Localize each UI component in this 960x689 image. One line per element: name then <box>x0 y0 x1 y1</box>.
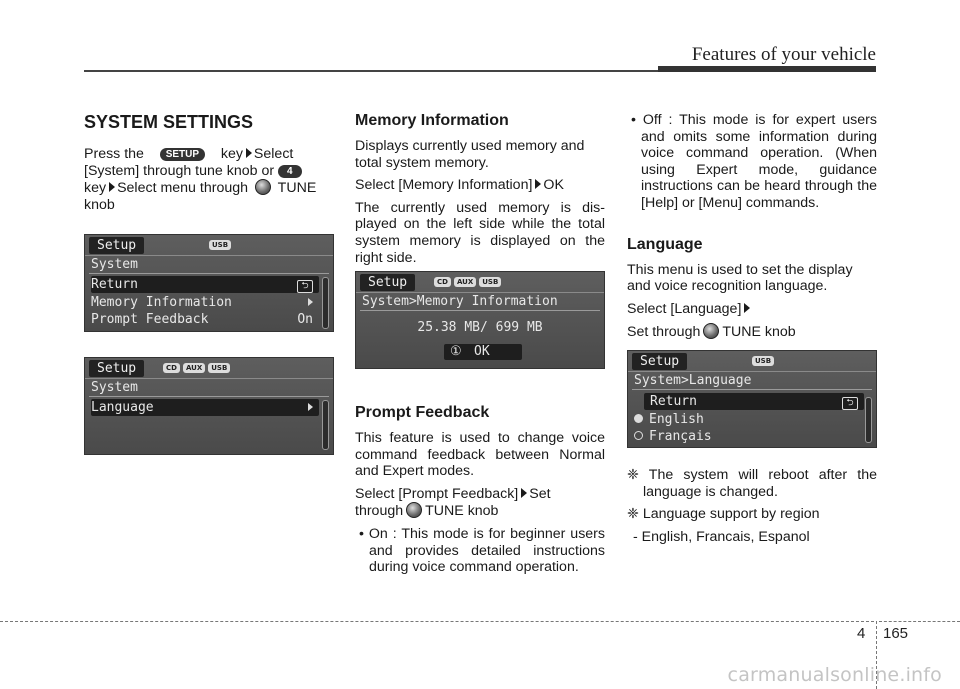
text-tune-knob: TUNE knob <box>425 503 499 520</box>
text-set: Set <box>529 485 551 502</box>
language-select-instruction <box>627 301 877 318</box>
aux-badge: AUX <box>454 277 476 287</box>
screen-divider <box>85 255 333 256</box>
footer-rule <box>879 621 960 622</box>
language-option-english[interactable] <box>634 411 862 428</box>
screen-divider <box>628 371 876 372</box>
screen-memory-information <box>355 271 605 369</box>
memory-description: Displays currently used memory and total system memory. <box>355 138 585 171</box>
arrow-right-icon <box>246 148 252 158</box>
text-ok: OK <box>543 177 564 194</box>
memory-select-instruction <box>355 177 605 194</box>
prompt-on-mode: • On : This mode is for beginner users and provides detailed instructions during voice command operation. <box>359 525 605 576</box>
text-system-tune: [System] through tune knob or <box>84 162 275 179</box>
menu-row-label: Prompt Feedback <box>91 312 209 327</box>
prompt-description: This feature is used to change voice command feedback between Normal and Expert modes. <box>355 430 605 480</box>
screen-system-language <box>84 357 334 455</box>
aux-badge: AUX <box>183 363 205 373</box>
text-select-prompt: Select [Prompt Feedback] <box>355 485 519 502</box>
number-key-icon: 4 <box>278 165 302 178</box>
watermark: carmanualsonline.info <box>727 664 942 686</box>
text-key: key <box>220 146 243 162</box>
screen-divider <box>89 396 329 397</box>
menu-row-language[interactable] <box>91 399 319 416</box>
menu-row-value: On <box>297 312 313 327</box>
column-system-settings <box>84 112 334 231</box>
usb-badge: USB <box>479 277 501 287</box>
cd-badge: CD <box>434 277 451 287</box>
heading-language: Language <box>627 235 703 253</box>
screen-divider <box>632 389 872 390</box>
note-region-support: ❈ Language support by region <box>627 506 820 523</box>
column-prompt-feedback <box>355 404 605 582</box>
screen-system <box>84 234 334 332</box>
language-notes <box>627 467 877 551</box>
screen-divider <box>89 273 329 274</box>
text-knob: knob <box>84 196 115 213</box>
menu-row-label: Return <box>650 394 697 409</box>
language-set-instruction <box>627 323 877 341</box>
screen-tab: Setup <box>89 237 144 254</box>
menu-row-memory-information[interactable] <box>91 294 319 311</box>
return-icon: ⮌ <box>842 393 858 410</box>
source-badges <box>752 356 774 366</box>
language-option-label: Français <box>649 429 712 444</box>
screen-divider <box>356 292 604 293</box>
usb-badge: USB <box>209 240 231 250</box>
return-icon: ⮌ <box>297 276 313 293</box>
arrow-right-icon <box>308 399 313 416</box>
note-languages: - English, Francais, Espanol <box>633 528 810 545</box>
heading-memory-information: Memory Information <box>355 112 509 129</box>
arrow-right-icon <box>308 294 313 311</box>
radio-unselected-icon <box>634 431 643 440</box>
menu-row-return[interactable] <box>91 276 319 293</box>
usb-badge: USB <box>752 356 774 366</box>
arrow-right-icon <box>744 303 750 313</box>
system-settings-instructions <box>84 146 334 213</box>
header-rule-accent <box>658 66 876 72</box>
menu-row-label: Return <box>91 277 138 292</box>
language-option-francais[interactable] <box>634 428 862 445</box>
screen-tab: Setup <box>89 360 144 377</box>
note-reboot: ❈ The system will reboot after the language is changed. <box>627 467 877 500</box>
scrollbar[interactable] <box>865 397 872 443</box>
memory-explanation: The currently used memory is dis- played on the left side while the total system memory is displayed on the right side. <box>355 199 605 266</box>
text-select-menu: Select menu through <box>117 180 249 197</box>
tune-knob-icon <box>406 502 422 518</box>
screen-title: System <box>91 257 138 272</box>
menu-row-label: Memory Information <box>91 295 232 310</box>
screen-tab: Setup <box>360 274 415 291</box>
menu-row-label: Language <box>91 400 154 415</box>
text-set-through: Set through <box>627 324 701 341</box>
text-select-language: Select [Language] <box>627 300 742 317</box>
source-badges <box>209 240 231 250</box>
prompt-select-instruction <box>355 486 605 520</box>
text-through: through <box>355 503 404 520</box>
cd-badge: CD <box>163 363 180 373</box>
text-key-2: key <box>84 180 107 197</box>
screen-divider <box>360 310 600 311</box>
text-select-memory: Select [Memory Information] <box>355 177 533 194</box>
screen-title: System <box>91 380 138 395</box>
screen-divider <box>85 378 333 379</box>
button-number-badge: ① <box>450 344 462 359</box>
column-language <box>627 112 877 347</box>
text-select: Select <box>253 146 294 162</box>
tune-knob-icon <box>255 179 271 195</box>
arrow-right-icon <box>535 179 541 189</box>
page-number: 165 <box>883 625 909 642</box>
memory-usage-value: 25.38 MB/ 699 MB <box>417 320 543 335</box>
text-press: Press the <box>84 146 144 162</box>
arrow-right-icon <box>109 182 115 192</box>
screen-title: System>Memory Information <box>362 294 558 309</box>
chapter-number: 4 <box>857 625 866 642</box>
source-badges <box>163 363 230 373</box>
menu-row-prompt-feedback[interactable] <box>91 311 319 328</box>
page-header-title: Features of your vehicle <box>691 44 876 65</box>
source-badges <box>434 277 501 287</box>
screen-title: System>Language <box>634 373 752 388</box>
ok-button-label: OK <box>474 344 490 359</box>
scrollbar[interactable] <box>322 277 329 329</box>
heading-prompt-feedback: Prompt Feedback <box>355 404 490 421</box>
text-tune: TUNE <box>277 180 317 197</box>
arrow-right-icon <box>521 488 527 498</box>
radio-selected-icon <box>634 414 643 423</box>
heading-system-settings: SYSTEM SETTINGS <box>84 112 254 132</box>
text-tune-knob: TUNE knob <box>722 324 796 341</box>
screen-language <box>627 350 877 448</box>
ok-button[interactable] <box>444 344 522 360</box>
language-description: This menu is used to set the display and voice recognition language. <box>627 261 853 295</box>
tune-knob-icon <box>703 323 719 339</box>
menu-row-return[interactable] <box>644 393 864 410</box>
screen-tab: Setup <box>632 353 687 370</box>
footer-rule <box>0 621 874 622</box>
prompt-off-mode: • Off : This mode is for expert users and omits some information during voice command operation. (When using Expert mode, guidance instructions can be heard through the [Help] or [Menu] commands. <box>631 112 877 211</box>
setup-key-icon: SETUP <box>160 148 205 161</box>
scrollbar[interactable] <box>322 400 329 450</box>
column-memory-prompt <box>355 112 605 272</box>
language-option-label: English <box>649 412 704 427</box>
usb-badge: USB <box>208 363 230 373</box>
